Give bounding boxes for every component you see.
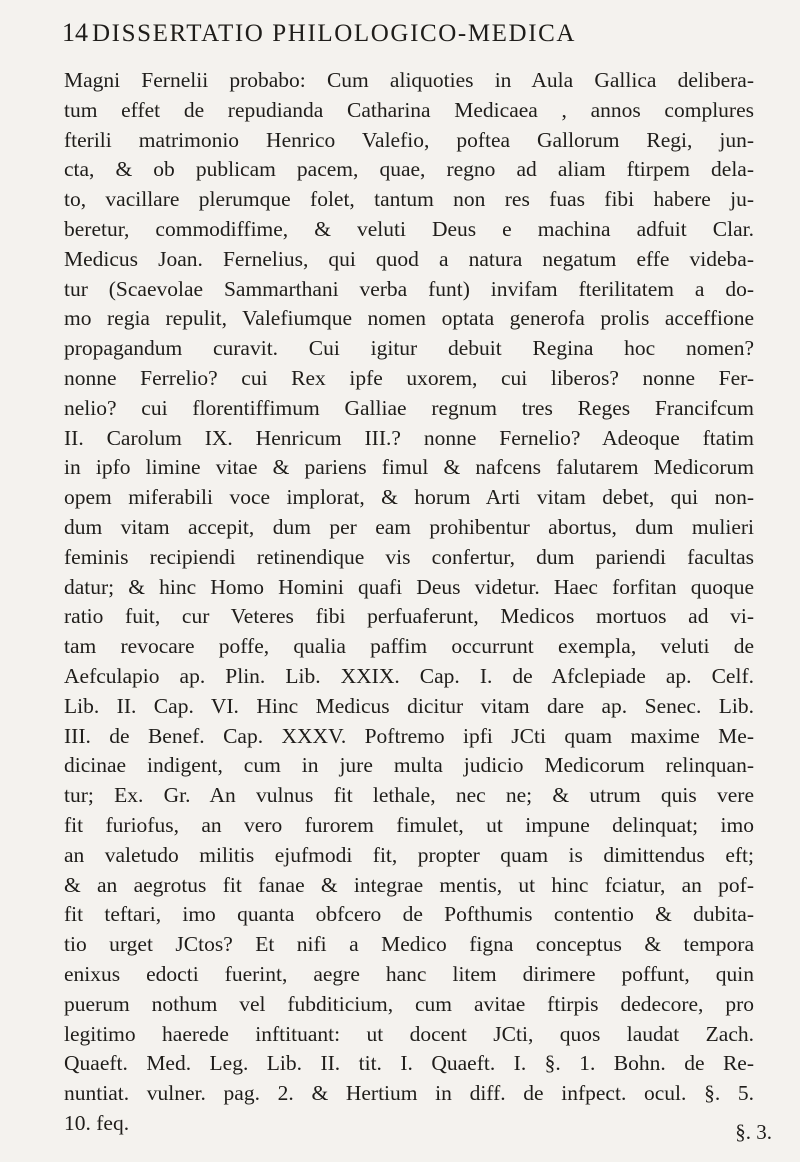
- text-line: beretur, commodiffime, & veluti Deus e machina adfuit Clar.: [64, 216, 754, 241]
- text-line: cta, & ob publicam pacem, quae, regno ad aliam ftirpem dela-: [64, 157, 754, 182]
- page-number: 14: [62, 18, 88, 47]
- text-line: datur; & hinc Homo Homini quafi Deus videtur. Haec forfitan quoque: [64, 574, 754, 599]
- text-line: Medicus Joan. Fernelius, qui quod a natura negatum effe videba-: [64, 246, 754, 271]
- text-line: tio urget JCtos? Et nifi a Medico figna conceptus & tempora: [64, 932, 754, 957]
- running-head: DISSERTATIO PHILOLOGICO-MEDICA: [92, 20, 577, 47]
- page-header: [62, 18, 762, 52]
- text-line: Aefculapio ap. Plin. Lib. XXIX. Cap. I. de Afclepiade ap. Celf.: [64, 663, 754, 688]
- text-line: mo regia repulit, Valefiumque nomen optata generofa prolis acceffione: [64, 306, 754, 331]
- text-line: fterili matrimonio Henrico Valefio, poftea Gallorum Regi, jun-: [64, 127, 754, 152]
- text-line: tur; Ex. Gr. An vulnus fit lethale, nec ne; & utrum quis vere: [64, 783, 754, 808]
- text-line: an valetudo militis ejufmodi fit, propter quam is dimittendus eft;: [64, 842, 754, 867]
- text-line: Lib. II. Cap. VI. Hinc Medicus dicitur vitam dare ap. Senec. Lib.: [64, 693, 754, 718]
- text-line: nonne Ferrelio? cui Rex ipfe uxorem, cui liberos? nonne Fer-: [64, 365, 754, 390]
- text-line: III. de Benef. Cap. XXXV. Poftremo ipfi JCti quam maxime Me-: [64, 723, 754, 748]
- body-text: [64, 66, 754, 1139]
- text-line: feminis recipiendi retinendique vis confertur, dum pariendi facultas: [64, 544, 754, 569]
- text-line: nuntiat. vulner. pag. 2. & Hertium in diff. de infpect. ocul. §. 5.: [64, 1081, 754, 1106]
- text-line: dum vitam accepit, dum per eam prohibentur abortus, dum mulieri: [64, 514, 754, 539]
- text-line: nelio? cui florentiffimum Galliae regnum tres Reges Francifcum: [64, 395, 754, 420]
- catchword: §. 3.: [735, 1120, 772, 1144]
- text-line: puerum nothum vel fubditicium, cum avitae ftirpis dedecore, pro: [64, 991, 754, 1016]
- text-line: in ipfo limine vitae & pariens fimul & nafcens falutarem Medicorum: [64, 455, 754, 480]
- text-line: dicinae indigent, cum in jure multa judicio Medicorum relinquan-: [64, 753, 754, 778]
- text-line: tur (Scaevolae Sammarthani verba funt) invifam fterilitatem a do-: [64, 276, 754, 301]
- text-line: propagandum curavit. Cui igitur debuit Regina hoc nomen?: [64, 336, 754, 361]
- text-line: fit teftari, imo quanta obfcero de Pofthumis contentio & dubita-: [64, 902, 754, 927]
- text-line: enixus edocti fuerint, aegre hanc litem dirimere poffunt, quin: [64, 961, 754, 986]
- text-line: Magni Fernelii probabo: Cum aliquoties in Aula Gallica delibera-: [64, 68, 754, 92]
- text-line: legitimo haerede inftituant: ut docent JCti, quos laudat Zach.: [64, 1021, 754, 1046]
- text-line: ratio fuit, cur Veteres fibi perfuaferunt, Medicos mortuos ad vi-: [64, 604, 754, 629]
- text-line: & an aegrotus fit fanae & integrae mentis, ut hinc fciatur, an pof-: [64, 872, 754, 897]
- text-line: Quaeft. Med. Leg. Lib. II. tit. I. Quaeft. I. §. 1. Bohn. de Re-: [64, 1051, 754, 1076]
- text-line: II. Carolum IX. Henricum III.? nonne Fernelio? Adeoque ftatim: [64, 425, 754, 450]
- text-line: fit furiofus, an vero furorem fimulet, ut impune delinquat; imo: [64, 812, 754, 837]
- text-line: to, vacillare plerumque folet, tantum non res fuas fibi habere ju-: [64, 187, 754, 212]
- text-line: opem miferabili voce implorat, & horum Arti vitam debet, qui non-: [64, 485, 754, 510]
- text-line: tam revocare poffe, qualia paffim occurrunt exempla, veluti de: [64, 634, 754, 659]
- text-line: tum effet de repudianda Catharina Medicaea , annos complures: [64, 97, 754, 122]
- text-line: 10. feq.: [64, 1110, 130, 1135]
